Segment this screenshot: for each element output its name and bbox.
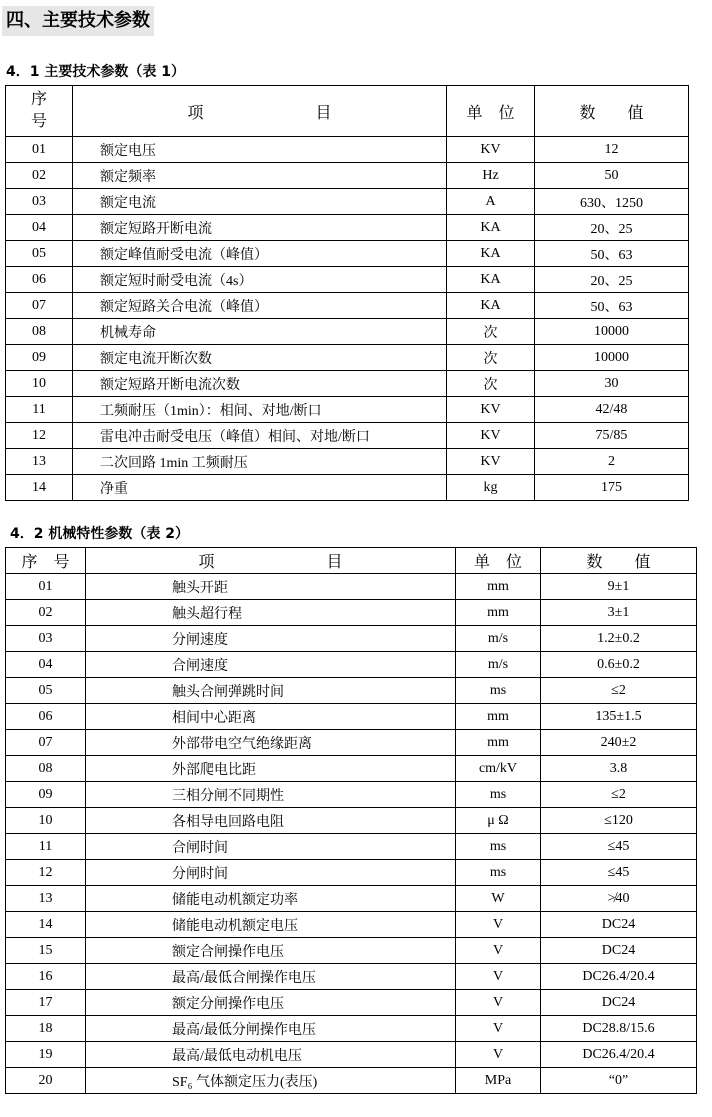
row-unit: 次 [447,371,535,397]
row-unit: KV [447,423,535,449]
table-row [6,1016,697,1042]
table-row [6,163,689,189]
table1-caption: 4．1 主要技术参数（表 1） [6,64,185,80]
row-item: 最高/最低分闸操作电压 [86,1016,456,1042]
row-no: 14 [6,912,86,938]
table-row [6,475,689,501]
row-unit: ms [456,782,541,808]
row-no: 08 [6,756,86,782]
table-row [6,345,689,371]
row-no: 14 [6,475,73,501]
row-no: 06 [6,704,86,730]
row-no: 09 [6,782,86,808]
row-unit: cm/kV [456,756,541,782]
row-no: 11 [6,397,73,423]
header-no-line2: 号 [30,113,47,130]
row-no: 02 [6,600,86,626]
row-unit: 次 [447,319,535,345]
row-unit: KV [447,137,535,163]
row-item: 分闸速度 [86,626,456,652]
table-row [6,293,689,319]
row-item: 分闸时间 [86,860,456,886]
row-no: 04 [6,652,86,678]
table2-caption: 4．2 机械特性参数（表 2） [10,526,189,542]
row-unit: mm [456,704,541,730]
row-value: 630、1250 [535,189,689,215]
header-item: 项 目 [86,548,456,574]
row-no: 15 [6,938,86,964]
table-row [6,241,689,267]
row-item: 额定短路关合电流（峰值） [73,293,447,319]
row-value: 50、63 [535,241,689,267]
row-value: ≤120 [541,808,697,834]
table-row [6,267,689,293]
table-row [6,1068,697,1094]
row-value: 10000 [535,345,689,371]
row-value: ≯40 [541,886,697,912]
table-row [6,808,697,834]
row-unit: V [456,1042,541,1068]
row-unit: KA [447,267,535,293]
row-unit: W [456,886,541,912]
row-no: 10 [6,371,73,397]
row-item: 净重 [73,475,447,501]
table-row [6,397,689,423]
row-no: 02 [6,163,73,189]
row-value: 20、25 [535,267,689,293]
row-value: 0.6±0.2 [541,652,697,678]
table-row [6,678,697,704]
row-item: 额定短路开断电流次数 [73,371,447,397]
row-value: 9±1 [541,574,697,600]
row-unit: μ Ω [456,808,541,834]
row-no: 12 [6,860,86,886]
row-value: DC28.8/15.6 [541,1016,697,1042]
row-value: DC24 [541,938,697,964]
row-unit: 次 [447,345,535,371]
row-value: 3±1 [541,600,697,626]
row-value: 10000 [535,319,689,345]
row-unit: Hz [447,163,535,189]
table-row [6,626,697,652]
row-item: 最高/最低电动机电压 [86,1042,456,1068]
row-no: 17 [6,990,86,1016]
row-value: ≤45 [541,834,697,860]
row-unit: V [456,912,541,938]
row-no: 11 [6,834,86,860]
table-row [6,834,697,860]
row-unit: mm [456,600,541,626]
header-unit: 单 位 [456,548,541,574]
row-unit: kg [447,475,535,501]
mechanical-characteristics-table [5,547,697,1094]
row-item: 储能电动机额定电压 [86,912,456,938]
row-item: 额定电压 [73,137,447,163]
row-value: 12 [535,137,689,163]
row-value: ≤2 [541,782,697,808]
row-value: DC26.4/20.4 [541,1042,697,1068]
row-item: 触头开距 [86,574,456,600]
row-item: 额定频率 [73,163,447,189]
row-no: 13 [6,449,73,475]
row-item: 合闸速度 [86,652,456,678]
table1-header-row [6,86,689,137]
row-no: 07 [6,730,86,756]
header-value: 数 值 [535,86,689,137]
table-row [6,730,697,756]
row-unit: V [456,964,541,990]
row-unit: ms [456,678,541,704]
row-item: 触头超行程 [86,600,456,626]
row-no: 13 [6,886,86,912]
table-row [6,756,697,782]
row-item: 相间中心距离 [86,704,456,730]
table-row [6,600,697,626]
row-item: 触头合闸弹跳时间 [86,678,456,704]
row-no: 10 [6,808,86,834]
row-item: 额定峰值耐受电流（峰值） [73,241,447,267]
row-unit: V [456,1016,541,1042]
row-item: 额定分闸操作电压 [86,990,456,1016]
table-row [6,1042,697,1068]
row-item: 三相分闸不同期性 [86,782,456,808]
row-item: 机械寿命 [73,319,447,345]
row-unit: m/s [456,652,541,678]
row-item: 额定合闸操作电压 [86,938,456,964]
row-item: SF₆ 气体额定压力(表压) [86,1068,456,1094]
table-row [6,137,689,163]
row-value: 42/48 [535,397,689,423]
table-row [6,215,689,241]
row-no: 12 [6,423,73,449]
row-value: 20、25 [535,215,689,241]
table-row [6,782,697,808]
table-row [6,652,697,678]
row-unit: mm [456,730,541,756]
row-no: 05 [6,241,73,267]
row-value: 240±2 [541,730,697,756]
row-no: 06 [6,267,73,293]
row-unit: mm [456,574,541,600]
row-no: 19 [6,1042,86,1068]
row-unit: A [447,189,535,215]
row-item: 储能电动机额定功率 [86,886,456,912]
row-no: 18 [6,1016,86,1042]
row-unit: V [456,990,541,1016]
header-item: 项 目 [73,86,447,137]
row-value: ≤2 [541,678,697,704]
header-no [6,86,73,137]
table-row [6,189,689,215]
row-no: 16 [6,964,86,990]
section-title: 四、主要技术参数 [2,6,154,36]
table-row [6,574,697,600]
row-item: 额定电流开断次数 [73,345,447,371]
row-value: 175 [535,475,689,501]
row-item: 额定短时耐受电流（4s） [73,267,447,293]
row-no: 01 [6,137,73,163]
row-unit: KV [447,397,535,423]
row-unit: KA [447,293,535,319]
row-value: 30 [535,371,689,397]
row-value: 75/85 [535,423,689,449]
row-value: DC26.4/20.4 [541,964,697,990]
row-no: 09 [6,345,73,371]
table-row [6,886,697,912]
row-no: 01 [6,574,86,600]
row-value: DC24 [541,912,697,938]
row-value: 50 [535,163,689,189]
row-unit: V [456,938,541,964]
row-item: 工频耐压（1min）：相间、对地/断口 [73,397,447,423]
row-item: 外部带电空气绝缘距离 [86,730,456,756]
row-item: 最高/最低合闸操作电压 [86,964,456,990]
row-no: 08 [6,319,73,345]
row-no: 03 [6,189,73,215]
row-value: ≤45 [541,860,697,886]
row-value: 50、63 [535,293,689,319]
row-item: 二次回路 1min 工频耐压 [73,449,447,475]
row-value: “0” [541,1068,697,1094]
row-item: 额定短路开断电流 [73,215,447,241]
table-row [6,423,689,449]
header-no: 序 号 [6,548,86,574]
row-no: 03 [6,626,86,652]
header-value: 数 值 [541,548,697,574]
table-row [6,860,697,886]
table-row [6,704,697,730]
row-no: 04 [6,215,73,241]
table-row [6,449,689,475]
row-unit: m/s [456,626,541,652]
table-row [6,938,697,964]
row-unit: KV [447,449,535,475]
table-row [6,371,689,397]
table2-header-row [6,548,697,574]
row-item: 额定电流 [73,189,447,215]
table-row [6,964,697,990]
row-no: 20 [6,1068,86,1094]
row-value: 3.8 [541,756,697,782]
row-value: DC24 [541,990,697,1016]
row-unit: KA [447,215,535,241]
row-value: 2 [535,449,689,475]
row-item: 合闸时间 [86,834,456,860]
row-no: 07 [6,293,73,319]
table-row [6,990,697,1016]
row-unit: MPa [456,1068,541,1094]
header-no-line1: 序 [30,91,47,108]
main-technical-parameters-table [5,85,689,501]
header-unit: 单 位 [447,86,535,137]
row-unit: ms [456,834,541,860]
row-item: 各相导电回路电阻 [86,808,456,834]
row-value: 1.2±0.2 [541,626,697,652]
table-row [6,319,689,345]
row-value: 135±1.5 [541,704,697,730]
row-unit: ms [456,860,541,886]
row-unit: KA [447,241,535,267]
table-row [6,912,697,938]
row-no: 05 [6,678,86,704]
row-item: 外部爬电比距 [86,756,456,782]
row-item: 雷电冲击耐受电压（峰值）相间、对地/断口 [73,423,447,449]
